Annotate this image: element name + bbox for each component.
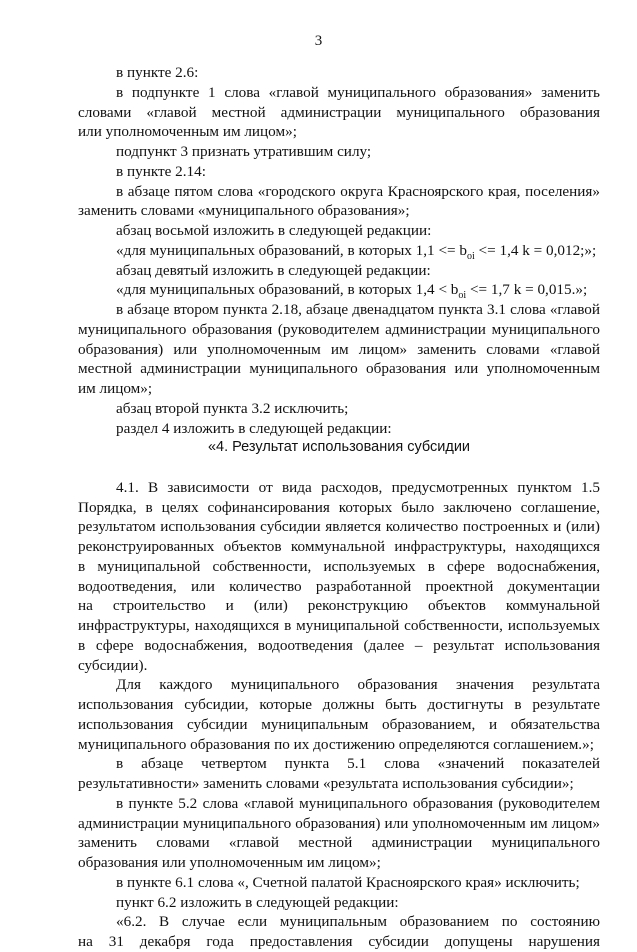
- text-line: использования субсидии, которые должны быть достигнуты в результате: [78, 696, 600, 713]
- text-line: Порядка, в целях софинансирования которых было заключено соглашение,: [78, 498, 600, 516]
- text-line: образования) или уполномоченным им лицом» заменить словами «главой: [78, 340, 600, 358]
- formula-text: <= 1,7 k = 0,015.»;: [466, 281, 588, 299]
- text-line: муниципального образования (руководителем администрации муниципального: [78, 320, 600, 338]
- text-line: местной администрации муниципального образования или уполномоченным: [78, 360, 600, 378]
- text-line: 4.1. В зависимости от вида расходов, предусмотренных пунктом 1.5: [116, 478, 600, 496]
- text-line: заменить словами «муниципального образования»;: [78, 202, 410, 220]
- text-line: словами «главой местной администрации муниципального образования: [78, 103, 600, 121]
- text-line: в подпункте 1 слова «главой муниципального образования» заменить: [116, 83, 600, 101]
- text-line: использования субсидии муниципальным образованием, и обязательства: [78, 715, 600, 733]
- text-line: абзац второй пункта 3.2 исключить;: [116, 399, 349, 417]
- text-line: в пункте 2.14:: [116, 162, 206, 180]
- text-line: Для каждого муниципального образования значения результата: [116, 676, 600, 694]
- formula-subscript: oi: [466, 250, 475, 262]
- text-line: на строительство и (или) реконструкцию объектов коммунальной: [78, 597, 600, 615]
- text-line: субсидии).: [78, 656, 148, 674]
- text-line: пункт 6.2 изложить в следующей редакции:: [116, 893, 399, 911]
- text-line: им лицом»;: [78, 380, 153, 397]
- blank-line: [78, 458, 600, 478]
- document-body: [78, 63, 600, 952]
- text-line: образования или уполномоченным им лицом»;: [78, 854, 381, 871]
- formula-text: «для муниципальных образований, в которых 1,4 < b: [116, 281, 459, 299]
- text-line: в сфере водоснабжения, водоотведения (далее – результат использования: [78, 636, 600, 654]
- text-line: результатом использования субсидии является количество построенных и (или): [78, 518, 600, 536]
- text-line: инфраструктуры, находящихся в муниципальной собственности, используемых: [78, 617, 600, 634]
- text-line: в пункте 2.6:: [116, 64, 199, 81]
- text-line: заменить словами «главой местной администрации муниципального: [78, 834, 600, 852]
- formula-line: [78, 280, 600, 300]
- text-line: в пункте 6.1 слова «, Счетной палатой Красноярского края» исключить;: [116, 873, 580, 891]
- text-line: «6.2. В случае если муниципальным образованием по состоянию: [116, 913, 600, 931]
- text-line: абзац восьмой изложить в следующей редакции:: [116, 222, 432, 239]
- text-line: в абзаце четвертом пункта 5.1 слова «значений показателей: [116, 755, 600, 773]
- text-line: в муниципальной собственности, используемых в сфере водоснабжения,: [78, 557, 600, 575]
- text-line: водоотведения, или количество разработанной проектной документации: [78, 577, 600, 595]
- text-line: в абзаце втором пункта 2.18, абзаце двенадцатом пункта 3.1 слова «главой: [116, 301, 600, 318]
- text-line: реконструированных объектов коммунальной инфраструктуры, находящихся: [78, 538, 600, 555]
- page-number: 3: [314, 33, 323, 49]
- text-line: подпункт 3 признать утратившим силу;: [116, 143, 372, 160]
- text-line: или уполномоченным им лицом»;: [78, 123, 297, 141]
- text-line: на 31 декабря года предоставления субсидии допущены нарушения: [78, 933, 600, 950]
- text-line: муниципального образования по их достижению определяются соглашением.»;: [78, 735, 594, 753]
- text-line: в абзаце пятом слова «городского округа Красноярского края, поселения»: [116, 182, 600, 200]
- formula-text: «для муниципальных образований, в которых 1,1 <= b: [116, 241, 467, 259]
- text-line: раздел 4 изложить в следующей редакции:: [116, 419, 392, 437]
- text-line: администрации муниципального образования) или уполномоченным им лицом»: [78, 814, 600, 832]
- formula-text: <= 1,4 k = 0,012;»;: [474, 241, 597, 259]
- section-heading: «4. Результат использования субсидии: [207, 439, 471, 456]
- formula-subscript: oi: [458, 290, 467, 302]
- formula-line: [78, 241, 600, 261]
- text-line: в пункте 5.2 слова «главой муниципального образования (руководителем: [116, 794, 600, 812]
- text-line: результативности» заменить словами «результата использования субсидии»;: [78, 775, 574, 792]
- text-line: абзац девятый изложить в следующей редакции:: [116, 261, 431, 279]
